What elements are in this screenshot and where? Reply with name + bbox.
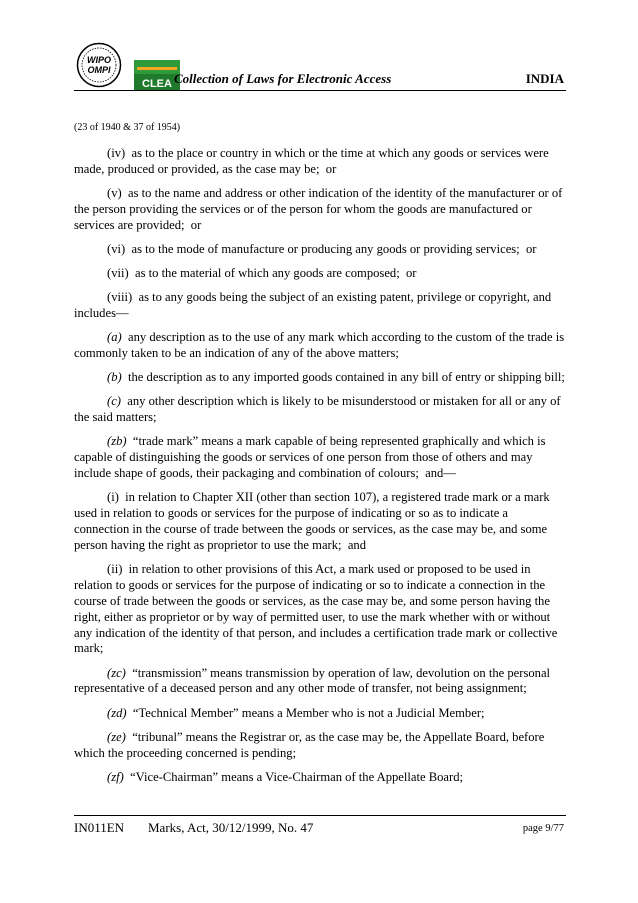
paragraph-text: “trade mark” means a mark capable of being represented graphically and which is capable of distinguishing the goods or services of one person from those of others and may include shape of goods, their packaging and combination of colours; and— (74, 434, 549, 480)
paragraph (74, 394, 566, 426)
paragraph (74, 242, 566, 258)
svg-text:CLEA: CLEA (142, 78, 172, 90)
paragraph-text: (v) as to the name and address or other indication of the identity of the manufacturer or of the person providing the services or of the person for whom the goods are manufactured or services are provided; or (74, 186, 566, 232)
paragraph-text: the description as to any imported goods contained in any bill of entry or shipping bill; (121, 370, 565, 385)
svg-text:OMPI: OMPI (87, 65, 111, 75)
paragraph (74, 146, 566, 178)
paragraph-text: (vii) as to the material of which any goods are composed; or (107, 266, 417, 280)
paragraph-text: “tribunal” means the Registrar or, as the case may be, the Appellate Board, before which the proceeding concerned is pending; (74, 729, 548, 760)
paragraph (74, 706, 566, 722)
paragraph (74, 370, 566, 386)
paragraph (74, 770, 566, 786)
clause-label: (zb) (107, 434, 127, 449)
clause-label: (c) (107, 394, 121, 409)
paragraph (74, 330, 566, 362)
paragraph-text: “Vice-Chairman” means a Vice-Chairman of the Appellate Board; (123, 769, 464, 784)
document-body (74, 146, 566, 794)
paragraph (74, 562, 566, 657)
paragraph (74, 290, 566, 322)
page-number: page 9/77 (522, 823, 564, 834)
paragraph (74, 186, 566, 234)
clause-label: (ze) (107, 729, 126, 744)
paragraph-text: any other description which is likely to be misunderstood or mistaken for all or any of the said matters; (74, 394, 564, 425)
header-country: INDIA (525, 71, 564, 86)
paragraph (74, 434, 566, 482)
act-reference: (23 of 1940 & 37 of 1954) (74, 122, 181, 133)
paragraph-text: (viii) as to any goods being the subject of an existing patent, privilege or copyright, and includes— (74, 290, 555, 320)
clause-label: (zf) (107, 769, 124, 784)
paragraph-text: (i) in relation to Chapter XII (other than section 107), a registered trade mark or a mark used in relation to goods or services for the purpose of indicating or so as to indicate a connection in the course of trade between the goods or services, as the case may be, and some person having the right as proprietor to use the mark; and (74, 490, 553, 552)
paragraph-text: (vi) as to the mode of manufacture or producing any goods or providing services; or (107, 241, 537, 256)
paragraph-text: “transmission” means transmission by operation of law, devolution on the personal representative of a deceased person and any other mode of transfer, not being assignment; (74, 665, 554, 696)
footer-divider (74, 815, 566, 816)
clause-label: (a) (107, 330, 122, 345)
clause-label: (zd) (107, 705, 127, 720)
clause-label: (zc) (107, 665, 126, 680)
act-citation: Marks, Act, 30/12/1999, No. 47 (148, 820, 314, 835)
paragraph-text: any description as to the use of any mark which according to the custom of the trade is commonly taken to be an indication of any of the above matters; (74, 330, 568, 360)
paragraph-text: (ii) in relation to other provisions of this Act, a mark used or proposed to be used in relation to goods or services for the purpose of indicating or so to indicate a connection in the course of trade between the goods or services, as the case may be, and some person having the right, either as proprietor or by way of permitted user, to use the mark whether with or without any indication of the identity of that person, and includes a certification trade mark or collective mark; (74, 561, 561, 656)
document-code: IN011EN (74, 820, 125, 835)
header-divider (74, 90, 566, 91)
paragraph (74, 730, 566, 762)
clause-label: (b) (107, 370, 122, 385)
paragraph (74, 266, 566, 282)
paragraph (74, 490, 566, 554)
page-header (74, 38, 566, 90)
paragraph-text: “Technical Member” means a Member who is not a Judicial Member; (126, 705, 485, 720)
paragraph-text: (iv) as to the place or country in which or the time at which any goods or services were made, produced or provided, as the case may be; or (74, 146, 552, 176)
header-title: Collection of Laws for Electronic Access (174, 71, 392, 86)
svg-text:WIPO: WIPO (87, 55, 111, 65)
paragraph (74, 666, 566, 698)
wipo-logo-icon (76, 42, 122, 88)
